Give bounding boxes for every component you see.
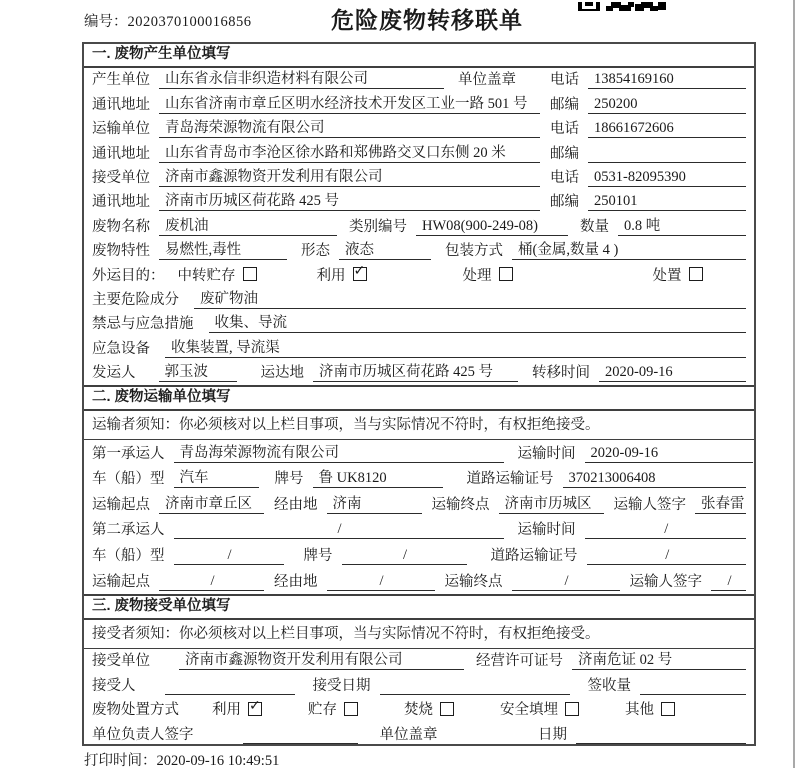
serial-number-label: 编号：: [84, 14, 128, 30]
field-label: 运输单位: [92, 121, 150, 138]
field-value: 废矿物油: [194, 287, 746, 309]
checkbox-label: 中转贮存: [177, 267, 236, 284]
checkbox-field: [212, 698, 262, 719]
field-label: 车（船）型: [92, 548, 165, 565]
print-time-line: [84, 749, 279, 770]
field-value: 收集装置, 导流渠: [165, 336, 746, 358]
form-row: [84, 239, 754, 263]
section-body: [84, 440, 754, 594]
field-label: 外运目的：: [92, 267, 165, 284]
field-label: 单位盖章: [458, 72, 516, 89]
field-value: 0.8 吨: [618, 214, 746, 236]
form-row: [84, 166, 754, 190]
field-label: 主要危险成分: [92, 291, 179, 308]
field-value: [576, 726, 746, 744]
checkbox-field: [500, 698, 579, 719]
field-label: 邮编: [550, 96, 579, 113]
field-label: 第一承运人: [92, 445, 165, 462]
field-value: 济南市章丘区: [159, 492, 264, 514]
section-title: 二. 废物运输单位填写: [84, 387, 754, 411]
checkbox-unchecked: [243, 267, 257, 281]
checkbox-unchecked: [440, 702, 454, 716]
transfer-form-table: [82, 42, 756, 746]
field-label: 运达地: [260, 365, 304, 382]
form-row: [84, 542, 754, 568]
field-label: 电话: [550, 121, 579, 138]
field-value: 张春雷: [695, 492, 746, 514]
field-value: 易燃性,毒性: [159, 238, 287, 260]
field-label: 单位负责人签字: [92, 727, 194, 744]
field-label: 道路运输证号: [490, 548, 578, 565]
checkbox-label: 焚烧: [404, 702, 433, 719]
field-label: 禁忌与应急措施: [92, 316, 194, 333]
field-label: 车（船）型: [92, 471, 165, 488]
serial-number-value: 2020370100016856: [127, 14, 252, 30]
field-value: [165, 677, 295, 695]
field-label: 废物名称: [92, 218, 150, 235]
field-label: 包装方式: [445, 243, 503, 260]
field-label: 电话: [550, 72, 579, 89]
field-label: 运输终点: [431, 496, 490, 513]
section-notice: 接受者须知：你必须核对以上栏目事项，当与实际情况不符时，有权拒绝接受。: [84, 620, 754, 649]
field-value: 青岛海荣源物流有限公司: [159, 116, 540, 138]
checkbox-unchecked: [689, 267, 703, 281]
field-label: 废物特性: [92, 243, 150, 260]
form-row: [84, 440, 754, 466]
checkbox-label: 安全填埋: [500, 702, 558, 719]
field-value: 济南危证 02 号: [572, 648, 746, 670]
form-row: [84, 68, 754, 92]
field-value: 济南市历城区荷花路 425 号: [313, 360, 518, 382]
field-value: 济南市鑫源物资开发利用有限公司: [179, 648, 464, 670]
field-label: 运输时间: [517, 522, 576, 539]
field-value: [243, 726, 358, 744]
form-row: [84, 649, 754, 674]
field-label: 签收量: [587, 677, 631, 694]
check-icon: ✓: [353, 263, 366, 280]
section-notice: 运输者须知：你必须核对以上栏目事项，当与实际情况不符时，有权拒绝接受。: [84, 411, 754, 440]
field-value: 液态: [339, 238, 431, 260]
checkbox-field: [625, 698, 675, 719]
field-label: 运输起点: [92, 573, 150, 590]
print-time-value: 2020-09-16 10:49:51: [156, 753, 280, 769]
form-row: [84, 141, 754, 165]
field-label: 产生单位: [92, 72, 150, 89]
field-value: 济南市鑫源物资开发利用有限公司: [159, 165, 540, 187]
field-value: 收集、导流: [209, 311, 747, 333]
field-value: /: [159, 573, 264, 591]
field-label: 运输人签字: [613, 496, 686, 513]
section-body: [84, 649, 754, 747]
field-value: 18661672606: [588, 120, 746, 138]
field-value: 废机油: [159, 214, 337, 236]
field-label: 运输起点: [92, 496, 150, 513]
form-row: [84, 214, 754, 238]
field-value: HW08(900-249-08): [416, 218, 568, 236]
field-label: 日期: [538, 727, 567, 744]
form-row: [84, 190, 754, 214]
checkbox-label: 处置: [652, 267, 682, 284]
field-value: /: [711, 573, 746, 591]
field-label: 通讯地址: [92, 96, 150, 113]
field-value: /: [174, 521, 504, 539]
form-row: [84, 673, 754, 698]
section-title: 一. 废物产生单位填写: [84, 44, 754, 68]
field-label: 转移时间: [532, 365, 590, 382]
checkbox-label: 其他: [625, 702, 654, 719]
field-value: [588, 145, 746, 163]
field-label: 废物处置方式: [92, 702, 179, 719]
field-label: 应急设备: [92, 340, 150, 357]
checkbox-checked: [353, 263, 367, 281]
section-title: 三. 废物接受单位填写: [84, 596, 754, 620]
checkbox-label: 利用: [212, 702, 241, 719]
field-value: 青岛海荣源物流有限公司: [174, 441, 504, 463]
checkbox-label: 贮存: [308, 702, 337, 719]
window-edge-divider: [793, 0, 795, 768]
checkbox-unchecked: [344, 702, 358, 716]
field-value: /: [174, 547, 284, 565]
form-row: [84, 517, 754, 543]
field-value: 13854169160: [588, 71, 746, 89]
section-3: [84, 594, 754, 747]
checkbox-field: [463, 264, 513, 285]
checkbox-field: [317, 264, 367, 285]
print-time-label: 打印时间：: [84, 753, 157, 769]
form-row: [84, 263, 754, 287]
checkbox-label: 处理: [462, 267, 492, 284]
check-icon: ✓: [249, 697, 261, 714]
checkbox-unchecked: [661, 702, 675, 716]
field-label: 形态: [301, 243, 330, 260]
serial-number-line: [84, 10, 252, 31]
field-value: 山东省济南市章丘区明水经济技术开发区工业一路 501 号: [159, 92, 540, 114]
page-title: 危险废物转移联单: [331, 7, 523, 33]
field-value: 250101: [588, 193, 746, 211]
field-label: 邮编: [550, 194, 579, 211]
field-value: /: [587, 547, 747, 565]
checkbox-checked: [248, 697, 262, 716]
field-label: 接受单位: [92, 169, 150, 186]
form-row: [84, 466, 754, 492]
field-value: 2020-09-16: [585, 445, 753, 463]
field-value: 郭玉波: [159, 360, 237, 382]
field-value: 370213006408: [563, 470, 747, 488]
form-row: [84, 312, 754, 336]
field-label: 发运人: [92, 365, 136, 382]
qr-code-icon: [578, 2, 668, 11]
field-value: /: [342, 547, 467, 565]
field-label: 接受单位: [92, 653, 150, 670]
field-label: 类别编号: [349, 218, 407, 235]
field-value: 桶(金属,数量 4 ): [512, 238, 746, 260]
form-row: [84, 92, 754, 116]
field-label: 牌号: [274, 471, 304, 488]
field-label: 道路运输证号: [466, 471, 554, 488]
form-row: [84, 722, 754, 747]
field-label: 经营许可证号: [476, 653, 563, 670]
field-value: 0531-82095390: [588, 169, 746, 187]
field-value: /: [585, 521, 747, 539]
field-value: [380, 677, 570, 695]
checkbox-field: [404, 698, 454, 719]
field-value: 鲁 UK8120: [313, 466, 443, 488]
field-label: 运输人签字: [629, 573, 702, 590]
form-row: [84, 491, 754, 517]
field-label: 通讯地址: [92, 194, 150, 211]
form-row: [84, 698, 754, 723]
field-value: 2020-09-16: [599, 364, 746, 382]
field-label: 运输终点: [444, 573, 503, 590]
field-label: 邮编: [550, 145, 579, 162]
checkbox-unchecked: [499, 267, 513, 281]
section-body: [84, 68, 754, 385]
field-value: 汽车: [174, 466, 259, 488]
field-label: 接受人: [92, 677, 136, 694]
field-label: 数量: [580, 218, 609, 235]
field-label: 牌号: [303, 548, 333, 565]
field-value: [640, 677, 746, 695]
field-label: 运输时间: [517, 445, 576, 462]
field-label: 通讯地址: [92, 145, 150, 162]
form-row: [84, 361, 754, 385]
form-row: [84, 117, 754, 141]
form-row: [84, 336, 754, 360]
field-label: 单位盖章: [379, 727, 438, 744]
field-value: /: [512, 573, 620, 591]
checkbox-field: [178, 264, 257, 285]
field-value: 山东省青岛市李沧区徐水路和郑佛路交叉口东侧 20 米: [159, 141, 540, 163]
section-2: [84, 385, 754, 594]
section-1: [84, 44, 754, 385]
form-row: [84, 288, 754, 312]
checkbox-field: [308, 698, 358, 719]
form-row: [84, 568, 754, 594]
checkbox-unchecked: [565, 702, 579, 716]
field-value: 济南: [327, 492, 422, 514]
field-value: 山东省永信非织造材料有限公司: [159, 67, 444, 89]
field-value: 250200: [588, 96, 746, 114]
field-label: 经由地: [274, 496, 318, 513]
field-label: 经由地: [274, 573, 318, 590]
field-value: 济南市历城区: [499, 492, 604, 514]
field-value: 济南市历城区荷花路 425 号: [159, 189, 540, 211]
qr-code-fragment: [578, 0, 668, 11]
checkbox-label: 利用: [316, 267, 346, 284]
field-label: 电话: [550, 169, 579, 186]
field-label: 接受日期: [312, 677, 371, 694]
checkbox-field: [653, 264, 703, 285]
field-value: /: [327, 573, 435, 591]
field-label: 第二承运人: [92, 522, 165, 539]
